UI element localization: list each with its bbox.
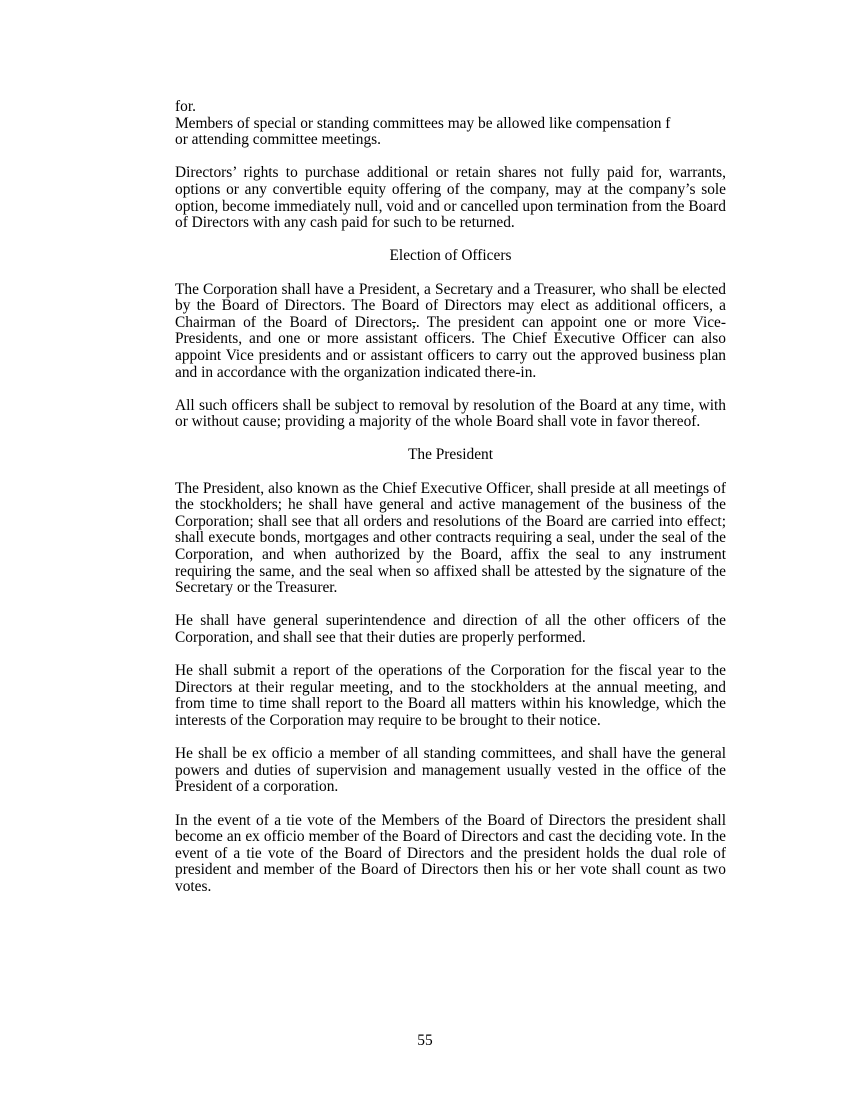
tie-vote-paragraph: In the event of a tie vote of the Members of the Board of Directors the president shall become an ex officio member of the Board of Directors and cast the deciding vote. In the event of a tie vote of the Board of Directors and the president holds the dual role of president and member of the Board of Directors then his or her vote shall count as two votes. — [175, 811, 726, 895]
text-line: or attending committee meetings. — [175, 131, 382, 149]
removal-paragraph: All such officers shall be subject to removal by resolution of the Board at any time, with or without cause; providing a majority of the whole Board shall vote in favor thereof. — [175, 396, 726, 431]
president-duties-paragraph: The President, also known as the Chief Executive Officer, shall preside at all meetings of the stockholders; he shall have general and active management of the business of the Corporation; shall see that all orders and resolutions of the Board are carried into effect; shall execute bonds, mortgages and other contracts requiring a seal, under the seal of the Corporation, and when authorized by the Board, affix the seal to any instrument requiring the same, and the seal when so affixed shall be attested by the signature of the Secretary or the Treasurer. — [175, 479, 726, 597]
the-president-heading: The President — [407, 446, 494, 464]
officers-paragraph — [175, 282, 726, 382]
compensation-paragraph — [175, 99, 726, 149]
text-line: for. — [175, 98, 196, 115]
struck-comma: , — [411, 313, 416, 331]
directors-rights-paragraph: Directors’ rights to purchase additional or retain shares not fully paid for, warrants, options or any convertible equity offering of the company, may at the company’s sole option, become immediately null, void and or cancelled upon termination from the Board of Directors with any cash paid for such to be returned. — [175, 164, 726, 232]
superintendence-paragraph: He shall have general superintendence and direction of all the other officers of the Corporation, and shall see that their duties are properly performed. — [175, 612, 726, 646]
officers-text-part1: The Corporation shall have a President, a Secretary and a Treasurer, who shall be elected by the Board of Directors. The Board of Directors may elect as additional officers, a Chairman of the Board of Directors — [175, 280, 726, 331]
report-paragraph: He shall submit a report of the operations of the Corporation for the fiscal year to the Directors at their regular meeting, and to the stockholders at the annual meeting, and from time to time shall report to the Board all matters within his knowledge, which the interests of the Corporation may require to be brought to their notice. — [175, 662, 726, 729]
text-line: Members of special or standing committees may be allowed like compensation f — [175, 114, 671, 132]
document-page — [175, 99, 726, 912]
ex-officio-paragraph: He shall be ex officio a member of all standing committees, and shall have the general powers and duties of supervision and management usually vested in the office of the President of a corporation. — [175, 745, 726, 796]
election-of-officers-heading: Election of Officers — [389, 247, 512, 265]
page-number: 55 — [417, 1032, 433, 1049]
officers-text-part2: . The president can appoint one or more Vice-Presidents, and one or more assistant officers. The Chief Executive Officer can also appoint Vice presidents and or assistant officers to carry out the approved business plan and in accordance with the organization indicated there-in. — [175, 313, 727, 381]
